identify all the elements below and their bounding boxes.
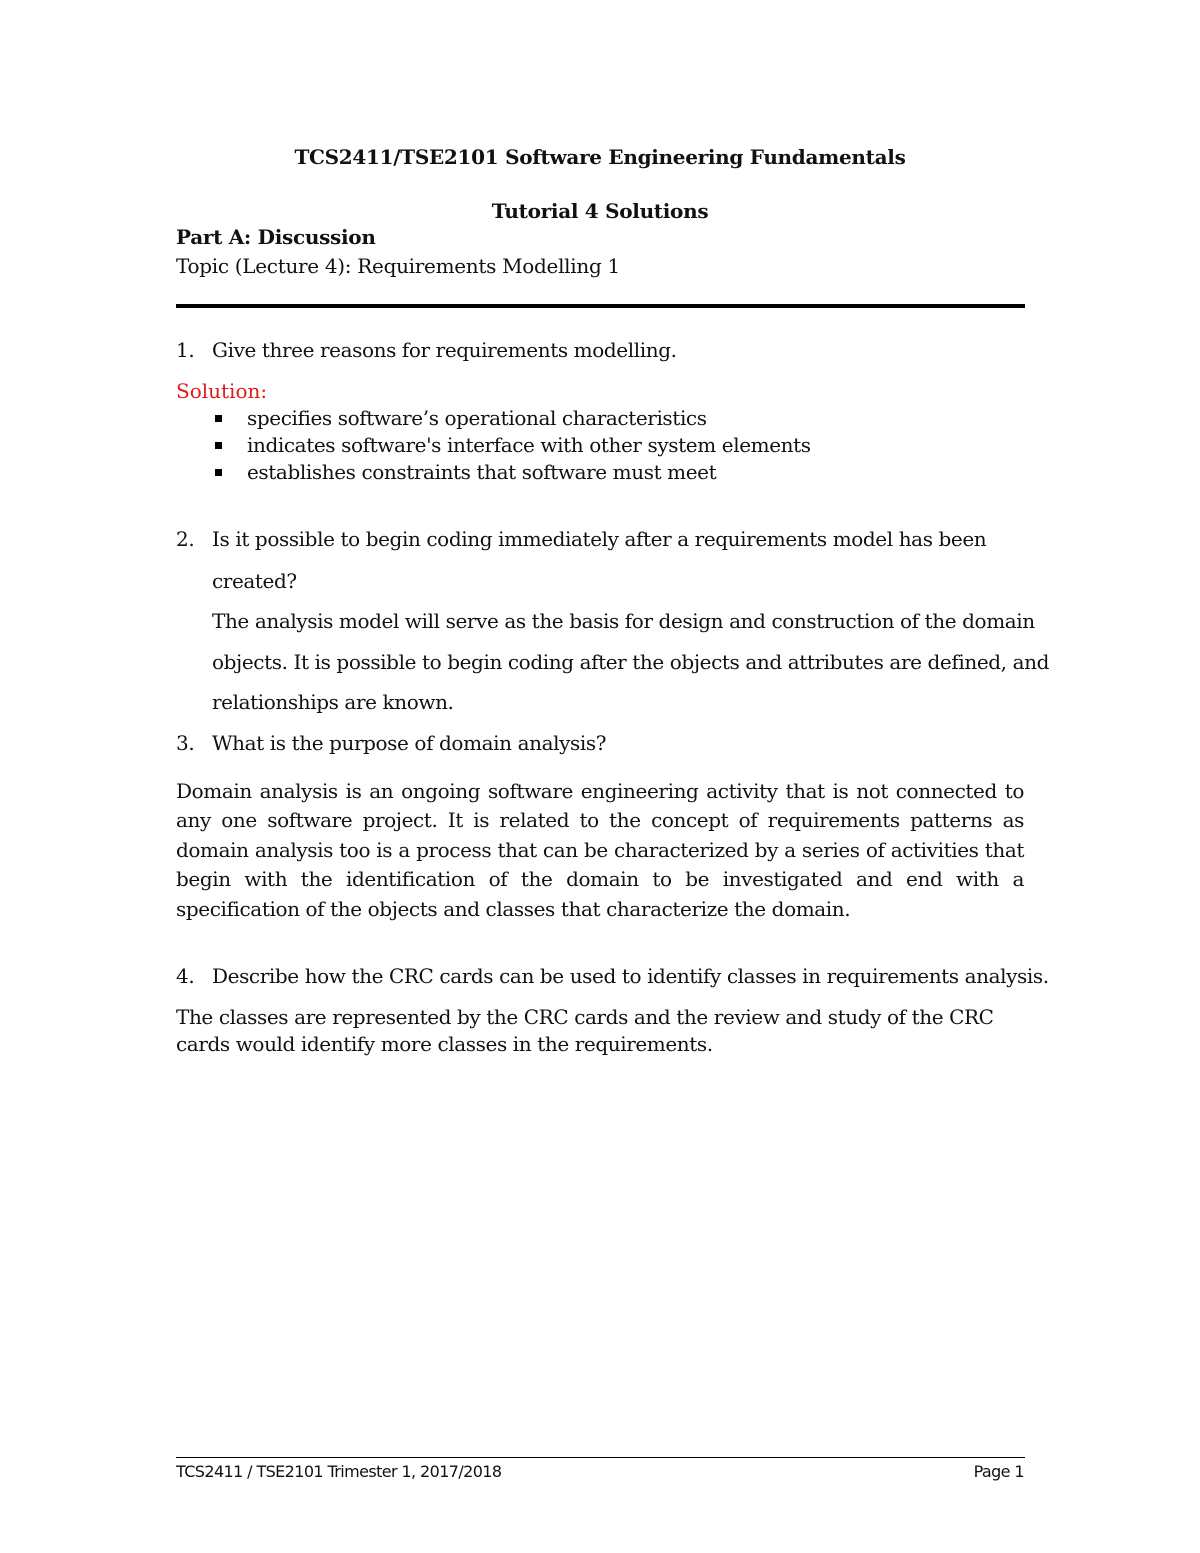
question-text: Is it possible to begin coding immediately after a requirements model has been <box>212 527 987 551</box>
list-item: indicates software's interface with other system elements <box>212 432 811 459</box>
bullet-square-icon <box>215 442 222 449</box>
question-number: 4. <box>176 964 195 988</box>
question-1 <box>176 338 677 362</box>
question-number: 1. <box>176 338 195 362</box>
list-item: establishes constraints that software must meet <box>212 459 811 486</box>
tutorial-title: Tutorial 4 Solutions <box>491 199 709 223</box>
answer-line: objects. It is possible to begin coding after the objects and attributes are defined, and <box>212 650 1049 674</box>
solution-bullet-list <box>212 405 811 486</box>
bullet-square-icon <box>215 469 222 476</box>
answer-line: relationships are known. <box>212 690 454 714</box>
list-item: specifies software’s operational characteristics <box>212 405 811 432</box>
question-text: Describe how the CRC cards can be used to identify classes in requirements analysis. <box>212 964 1049 988</box>
footer-course-info: TCS2411 / TSE2101 Trimester 1, 2017/2018 <box>176 1462 502 1481</box>
question-text-continued: created? <box>212 569 297 593</box>
answer-line: The analysis model will serve as the basis for design and construction of the domain <box>212 609 1035 633</box>
question-text: Give three reasons for requirements modelling. <box>212 338 677 362</box>
answer-paragraph: The classes are represented by the CRC cards and the review and study of the CRC cards would identify more classes in the requirements. <box>176 1005 994 1056</box>
question-4 <box>176 964 1049 988</box>
page-number: Page 1 <box>973 1462 1024 1481</box>
question-number: 2. <box>176 527 195 551</box>
question-number: 3. <box>176 731 195 755</box>
question-2 <box>176 527 986 551</box>
answer-paragraph: Domain analysis is an ongoing software engineering activity that is not connected to any one software project. It is related to the concept of requirements patterns as domain analysis too is a process that can be characterized by a series of activities that begin with the identification of the domain to be investigated and end with a specification of the objects and classes that characterize the domain. <box>176 779 1024 921</box>
footer-divider <box>176 1457 1025 1458</box>
part-heading: Part A: Discussion <box>176 225 376 249</box>
section-divider <box>176 304 1025 308</box>
topic-line: Topic (Lecture 4): Requirements Modelling 1 <box>176 254 620 278</box>
solution-label: Solution: <box>176 379 268 403</box>
course-title: TCS2411/TSE2101 Software Engineering Fundamentals <box>294 145 906 169</box>
bullet-square-icon <box>215 415 222 422</box>
question-text: What is the purpose of domain analysis? <box>212 731 607 755</box>
question-3 <box>176 731 606 755</box>
